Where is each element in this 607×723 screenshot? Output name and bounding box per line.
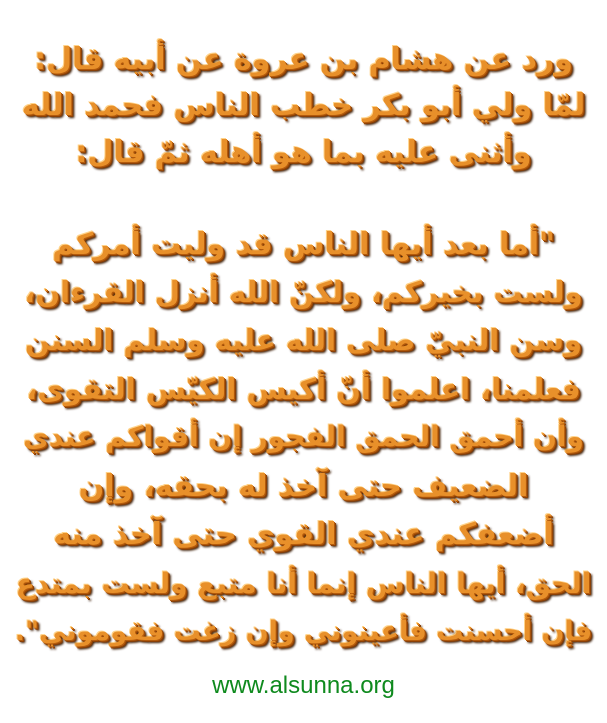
sermon-line-7: أضعفكم عندي القوي حتى آخذ منه — [53, 517, 554, 552]
sermon-line-2: ولست بخيركم، ولكنّ الله أنزل القرءان، — [24, 275, 583, 309]
website-footer: www.alsunna.org — [212, 672, 395, 699]
intro-line-2: لمّا ولي أبو بكر خطب الناس فحمد الله — [21, 88, 586, 123]
sermon-line-6: الضعيف حتى آخذ له بحقه، وإن — [78, 469, 529, 504]
sermon-line-3: وسن النبيّ صلى الله عليه وسلم السنن — [25, 323, 582, 357]
sermon-line-1: "أما بعد أيها الناس قد وليت أمركم — [52, 227, 555, 262]
sermon-line-5: وأن أحمق الحمق الفجور إن أقواكم عندي — [23, 420, 584, 453]
sermon-line-4: فعلمنا، اعلموا أنّ أكيس الكيّس التقوى، — [26, 372, 581, 406]
intro-line-1: ورد عن هشام بن عروة عن أبيه قال: — [34, 42, 573, 77]
intro-line-3: وأثنى عليه بما هو أهله ثمّ قال: — [75, 135, 532, 170]
sermon-line-8: الحق، أيها الناس إنما أنا متبع ولست بمتدع — [15, 567, 592, 600]
sermon-line-9: فإن أحسنت فأعينوني وإن زغت فقوموني". — [14, 616, 593, 647]
